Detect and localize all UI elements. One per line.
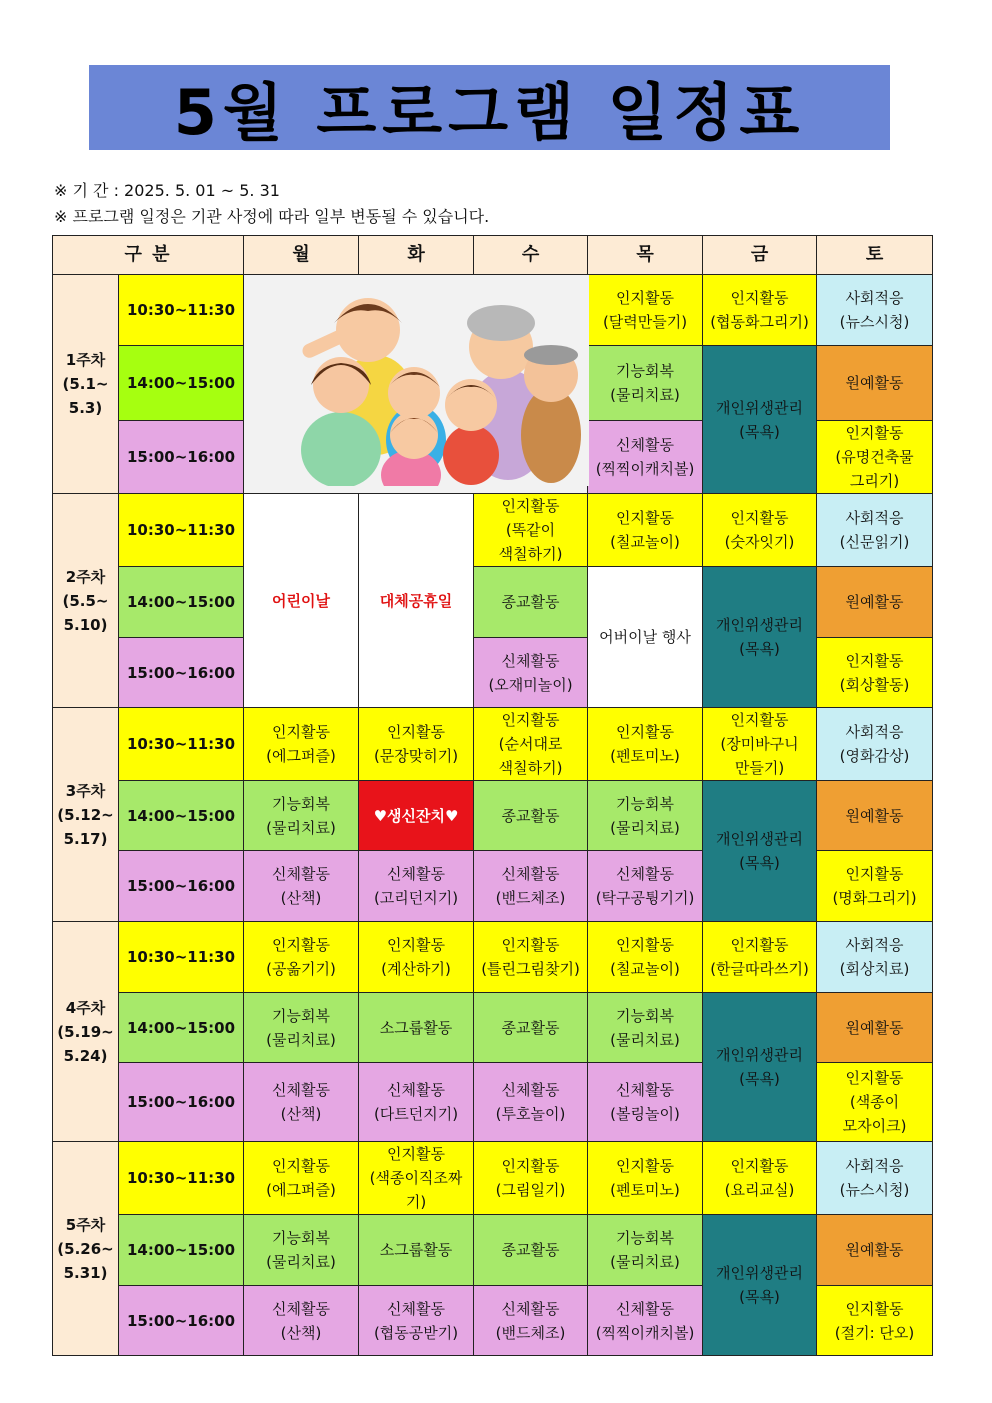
activity-cell: 사회적응 (신문읽기) [817,494,933,567]
header-sat: 토 [817,236,933,275]
time-slot: 15:00~16:00 [119,1286,244,1356]
week-label: 3주차 (5.12~ 5.17) [53,708,119,922]
activity-cell: 인지활동 (문장맞히기) [359,708,474,781]
activity-cell: 인지활동 (공옮기기) [244,922,359,993]
activity-cell: 신체활동 (오재미놀이) [474,638,588,708]
activity-cell: 기능회복 (물리치료) [244,993,359,1063]
header-row [53,236,933,275]
time-slot: 15:00~16:00 [119,421,244,494]
activity-cell: 인지활동 (색종이직조짜기) [359,1142,474,1215]
birthday-party-cell: ♥생신잔치♥ [359,781,474,851]
activity-cell: 인지활동 (장미바구니 만들기) [703,708,817,781]
activity-cell: 신체활동 (볼링놀이) [588,1063,703,1142]
happy-family-icon [246,275,589,486]
activity-cell: 인지활동 (계산하기) [359,922,474,993]
activity-cell: 인지활동 (협동화그리기) [703,275,817,346]
activity-cell: 신체활동 (찍찍이캐치볼) [588,421,703,494]
activity-cell: 기능회복 (물리치료) [244,1215,359,1286]
week-label: 4주차 (5.19~ 5.24) [53,922,119,1142]
activity-cell: 인지활동 (회상활동) [817,638,933,708]
header-thu: 목 [588,236,703,275]
time-slot: 15:00~16:00 [119,851,244,922]
activity-cell: 기능회복 (물리치료) [588,993,703,1063]
activity-cell: 원예활동 [817,346,933,421]
table-row [53,922,933,993]
activity-cell: 신체활동 (산책) [244,1063,359,1142]
activity-cell: 인지활동 (절기: 단오) [817,1286,933,1356]
activity-cell: 신체활동 (고리던지기) [359,851,474,922]
time-slot: 14:00~15:00 [119,346,244,421]
activity-cell: 신체활동 (다트던지기) [359,1063,474,1142]
activity-cell: 인지활동 (펜토미노) [588,1142,703,1215]
activity-cell: 신체활동 (탁구공튕기기) [588,851,703,922]
activity-cell: 사회적응 (회상치료) [817,922,933,993]
table-row [53,993,933,1063]
activity-cell: 인지활동 (에그퍼즐) [244,1142,359,1215]
table-row [53,275,933,346]
table-row [53,781,933,851]
activity-cell: 신체활동 (밴드체조) [474,1286,588,1356]
activity-cell: 인지활동 (요리교실) [703,1142,817,1215]
activity-cell: 인지활동 (칠교놀이) [588,922,703,993]
time-slot: 14:00~15:00 [119,567,244,638]
activity-cell: 개인위생관리 (목욕) [703,1215,817,1356]
activity-cell: 인지활동 (명화그리기) [817,851,933,922]
activity-cell: 원예활동 [817,1215,933,1286]
header-gubun: 구 분 [53,236,244,275]
change-notice: ※ 프로그램 일정은 기관 사정에 따라 일부 변동될 수 있습니다. [54,207,490,226]
time-slot: 10:30~11:30 [119,1142,244,1215]
activity-cell: 종교활동 [474,993,588,1063]
activity-cell: 인지활동 (그림일기) [474,1142,588,1215]
activity-cell: 신체활동 (찍찍이캐치볼) [588,1286,703,1356]
activity-cell: 인지활동 (칠교놀이) [588,494,703,567]
family-illustration [244,275,588,494]
activity-cell: 기능회복 (물리치료) [588,346,703,421]
activity-cell: 인지활동 (달력만들기) [588,275,703,346]
header-fri: 금 [703,236,817,275]
activity-cell: 사회적응 (영화감상) [817,708,933,781]
activity-cell: 원예활동 [817,993,933,1063]
activity-cell: 신체활동 (밴드체조) [474,851,588,922]
time-slot: 14:00~15:00 [119,781,244,851]
table-row [53,494,933,567]
activity-cell: 사회적응 (뉴스시청) [817,1142,933,1215]
table-row [53,567,933,638]
time-slot: 10:30~11:30 [119,922,244,993]
activity-cell: 인지활동 (숫자잇기) [703,494,817,567]
activity-cell: 인지활동 (유명건축물 그리기) [817,421,933,494]
activity-cell: 인지활동 (한글따라쓰기) [703,922,817,993]
time-slot: 14:00~15:00 [119,993,244,1063]
time-slot: 10:30~11:30 [119,708,244,781]
activity-cell: 신체활동 (협동공받기) [359,1286,474,1356]
activity-cell: 개인위생관리 (목욕) [703,346,817,494]
activity-cell: 소그룹활동 [359,993,474,1063]
activity-cell: 사회적응 (뉴스시청) [817,275,933,346]
activity-cell: 기능회복 (물리치료) [244,781,359,851]
activity-cell: 개인위생관리 (목욕) [703,781,817,922]
event-cell: 어버이날 행사 [588,567,703,708]
activity-cell: 종교활동 [474,1215,588,1286]
schedule-table [52,235,933,1356]
holiday-cell: 대체공휴일 [359,494,474,708]
activity-cell: 신체활동 (산책) [244,851,359,922]
header-wed: 수 [474,236,588,275]
week-label: 5주차 (5.26~ 5.31) [53,1142,119,1356]
time-slot: 10:30~11:30 [119,494,244,567]
header-tue: 화 [359,236,474,275]
activity-cell: 인지활동 (펜토미노) [588,708,703,781]
activity-cell: 인지활동 (순서대로 색칠하기) [474,708,588,781]
activity-cell: 인지활동 (색종이 모자이크) [817,1063,933,1142]
activity-cell: 신체활동 (산책) [244,1286,359,1356]
activity-cell: 종교활동 [474,781,588,851]
activity-cell: 인지활동 (똑같이 색칠하기) [474,494,588,567]
week-label: 2주차 (5.5~ 5.10) [53,494,119,708]
period-note: ※ 기 간 : 2025. 5. 01 ~ 5. 31 [54,181,280,200]
activity-cell: 종교활동 [474,567,588,638]
page-title: 5월 프로그램 일정표 [173,76,806,149]
time-slot: 15:00~16:00 [119,638,244,708]
holiday-cell: 어린이날 [244,494,359,708]
activity-cell: 개인위생관리 (목욕) [703,567,817,708]
header-mon: 월 [244,236,359,275]
activity-cell: 원예활동 [817,567,933,638]
table-row [53,1142,933,1215]
table-row [53,1215,933,1286]
activity-cell: 인지활동 (에그퍼즐) [244,708,359,781]
table-row [53,708,933,781]
week-label: 1주차 (5.1~ 5.3) [53,275,119,494]
activity-cell: 기능회복 (물리치료) [588,1215,703,1286]
activity-cell: 소그룹활동 [359,1215,474,1286]
activity-cell: 인지활동 (틀린그림찾기) [474,922,588,993]
title-banner [89,65,890,150]
activity-cell: 신체활동 (투호놀이) [474,1063,588,1142]
activity-cell: 기능회복 (물리치료) [588,781,703,851]
activity-cell: 원예활동 [817,781,933,851]
time-slot: 15:00~16:00 [119,1063,244,1142]
time-slot: 14:00~15:00 [119,1215,244,1286]
activity-cell: 개인위생관리 (목욕) [703,993,817,1142]
time-slot: 10:30~11:30 [119,275,244,346]
